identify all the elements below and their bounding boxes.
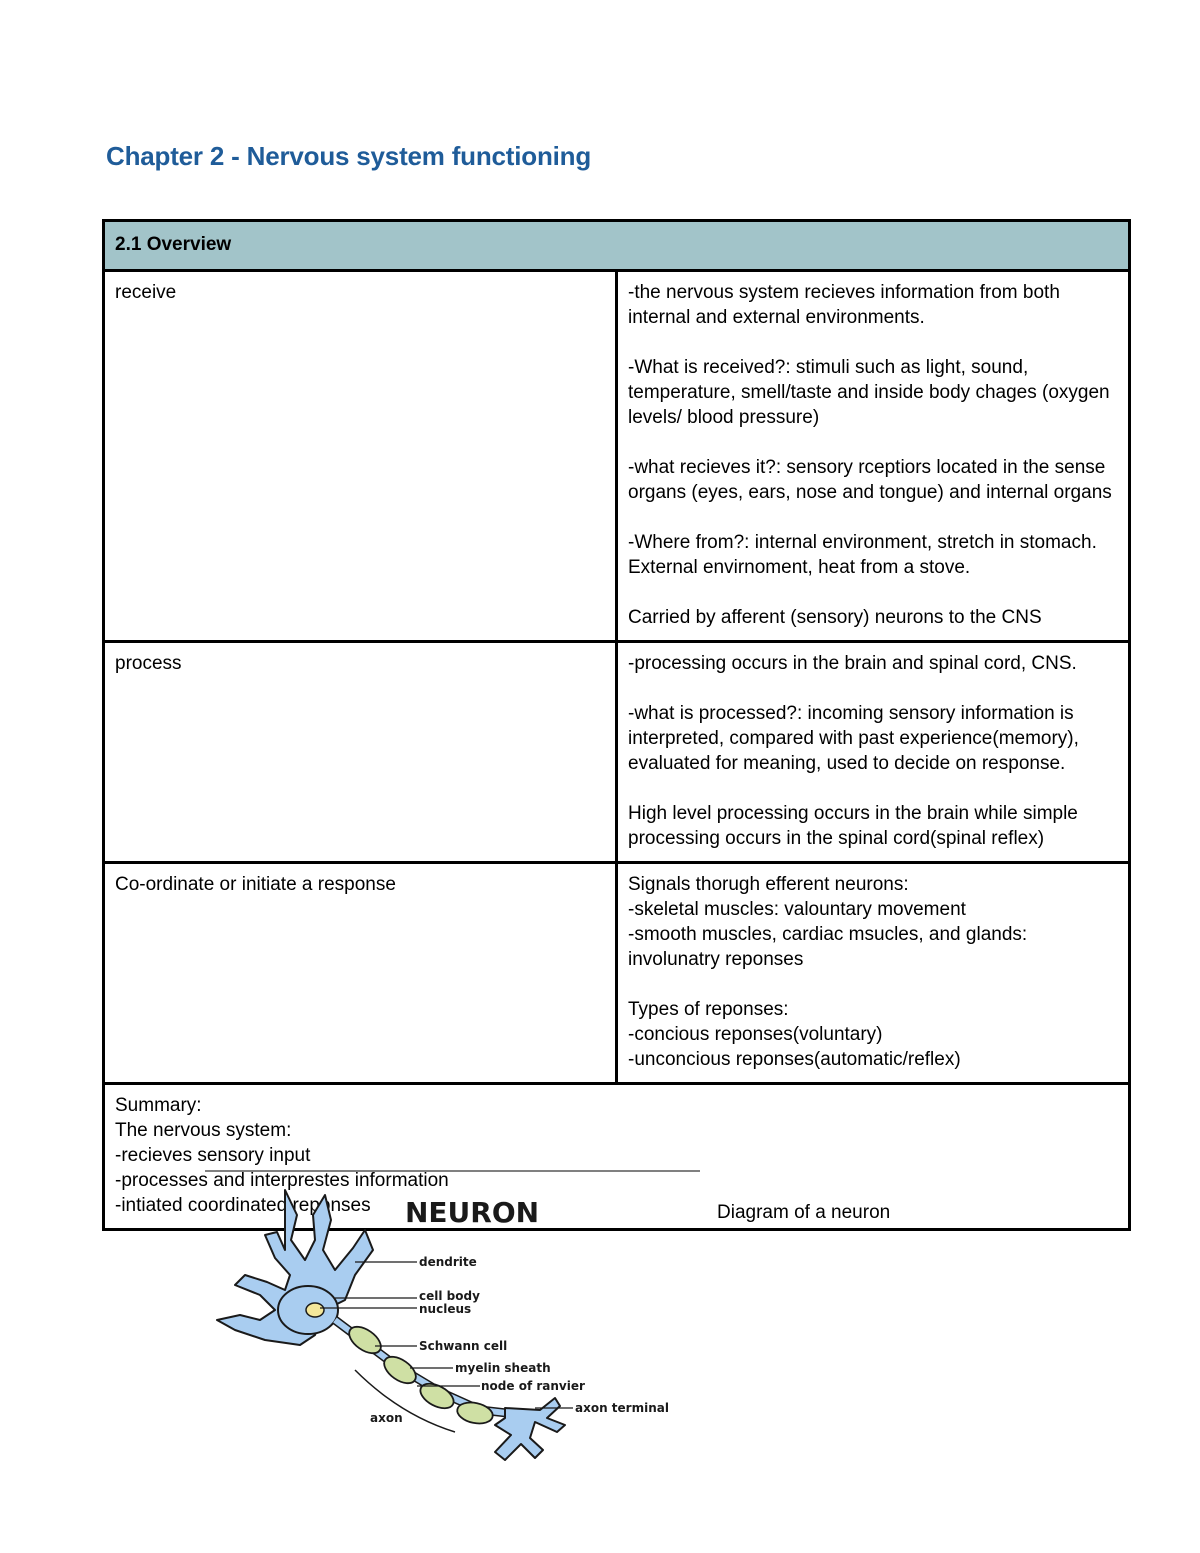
description-cell (617, 642, 1130, 863)
nucleus (306, 1303, 324, 1317)
paragraph: -what recieves it?: sensory rceptiors located in the sense organs (eyes, ears, nose and tongue) and internal organs (628, 457, 1112, 503)
text-line: -smooth muscles, cardiac msucles, and glands: involunatry reponses (628, 924, 1028, 970)
text-line: The nervous system: (115, 1120, 292, 1141)
text-line: -intiated coordinated reponses (115, 1195, 371, 1216)
paragraph: -Where from?: internal environment, stretch in stomach. External envirnoment, heat from a stove. (628, 532, 1097, 578)
table-row-process (104, 642, 1130, 863)
page-title: Chapter 2 - Nervous system functioning (106, 141, 592, 171)
paragraph (628, 997, 1118, 1072)
overview-table (102, 219, 1131, 1231)
term-cell: receive (104, 271, 617, 642)
figure-caption: Diagram of a neuron (717, 1202, 891, 1223)
text-line: -skeletal muscles: valountary movement (628, 899, 966, 920)
text-line: -unconcious reponses(automatic/reflex) (628, 1049, 961, 1070)
paragraph (628, 872, 1118, 972)
paragraph: -what is processed?: incoming sensory information is interpreted, compared with past experience(memory), evaluated for meaning, used to decide on response. (628, 703, 1079, 774)
term-cell: Co-ordinate or initiate a response (104, 863, 617, 1084)
text-line: -processes and interprestes information (115, 1170, 449, 1191)
text-line: Summary: (115, 1095, 202, 1116)
table-row-receive (104, 271, 1130, 642)
label-cell-body: cell body (419, 1289, 480, 1303)
table-row-respond (104, 863, 1130, 1084)
neuron-heading: NEURON (405, 1196, 540, 1229)
description-cell (617, 863, 1130, 1084)
paragraph: Carried by afferent (sensory) neurons to the CNS (628, 607, 1042, 628)
neuron-diagram (205, 1170, 700, 1490)
paragraph: -processing occurs in the brain and spinal cord, CNS. (628, 653, 1077, 674)
paragraph: -What is received?: stimuli such as light, sound, temperature, smell/taste and inside body chages (oxygen levels/ blood pressure) (628, 357, 1110, 428)
text-line: -concious reponses(voluntary) (628, 1024, 883, 1045)
label-axon: axon (370, 1411, 403, 1425)
label-axon-terminal: axon terminal (575, 1401, 669, 1415)
label-myelin-sheath: myelin sheath (455, 1361, 551, 1375)
table-header: 2.1 Overview (104, 221, 1130, 271)
axon-terminal (495, 1398, 565, 1460)
term-cell: process (104, 642, 617, 863)
label-node-of-ranvier: node of ranvier (481, 1379, 585, 1393)
text-line: Signals thorugh efferent neurons: (628, 874, 909, 895)
paragraph: High level processing occurs in the brain while simple processing occurs in the spinal cord(spinal reflex) (628, 803, 1078, 849)
description-cell (617, 271, 1130, 642)
table-header-row (104, 221, 1130, 271)
paragraph: -the nervous system recieves information from both internal and external environments. (628, 282, 1060, 328)
label-dendrite: dendrite (419, 1255, 477, 1269)
label-nucleus: nucleus (419, 1302, 472, 1316)
text-line: -recieves sensory input (115, 1145, 311, 1166)
text-line: Types of reponses: (628, 999, 789, 1020)
label-schwann-cell: Schwann cell (419, 1339, 508, 1353)
